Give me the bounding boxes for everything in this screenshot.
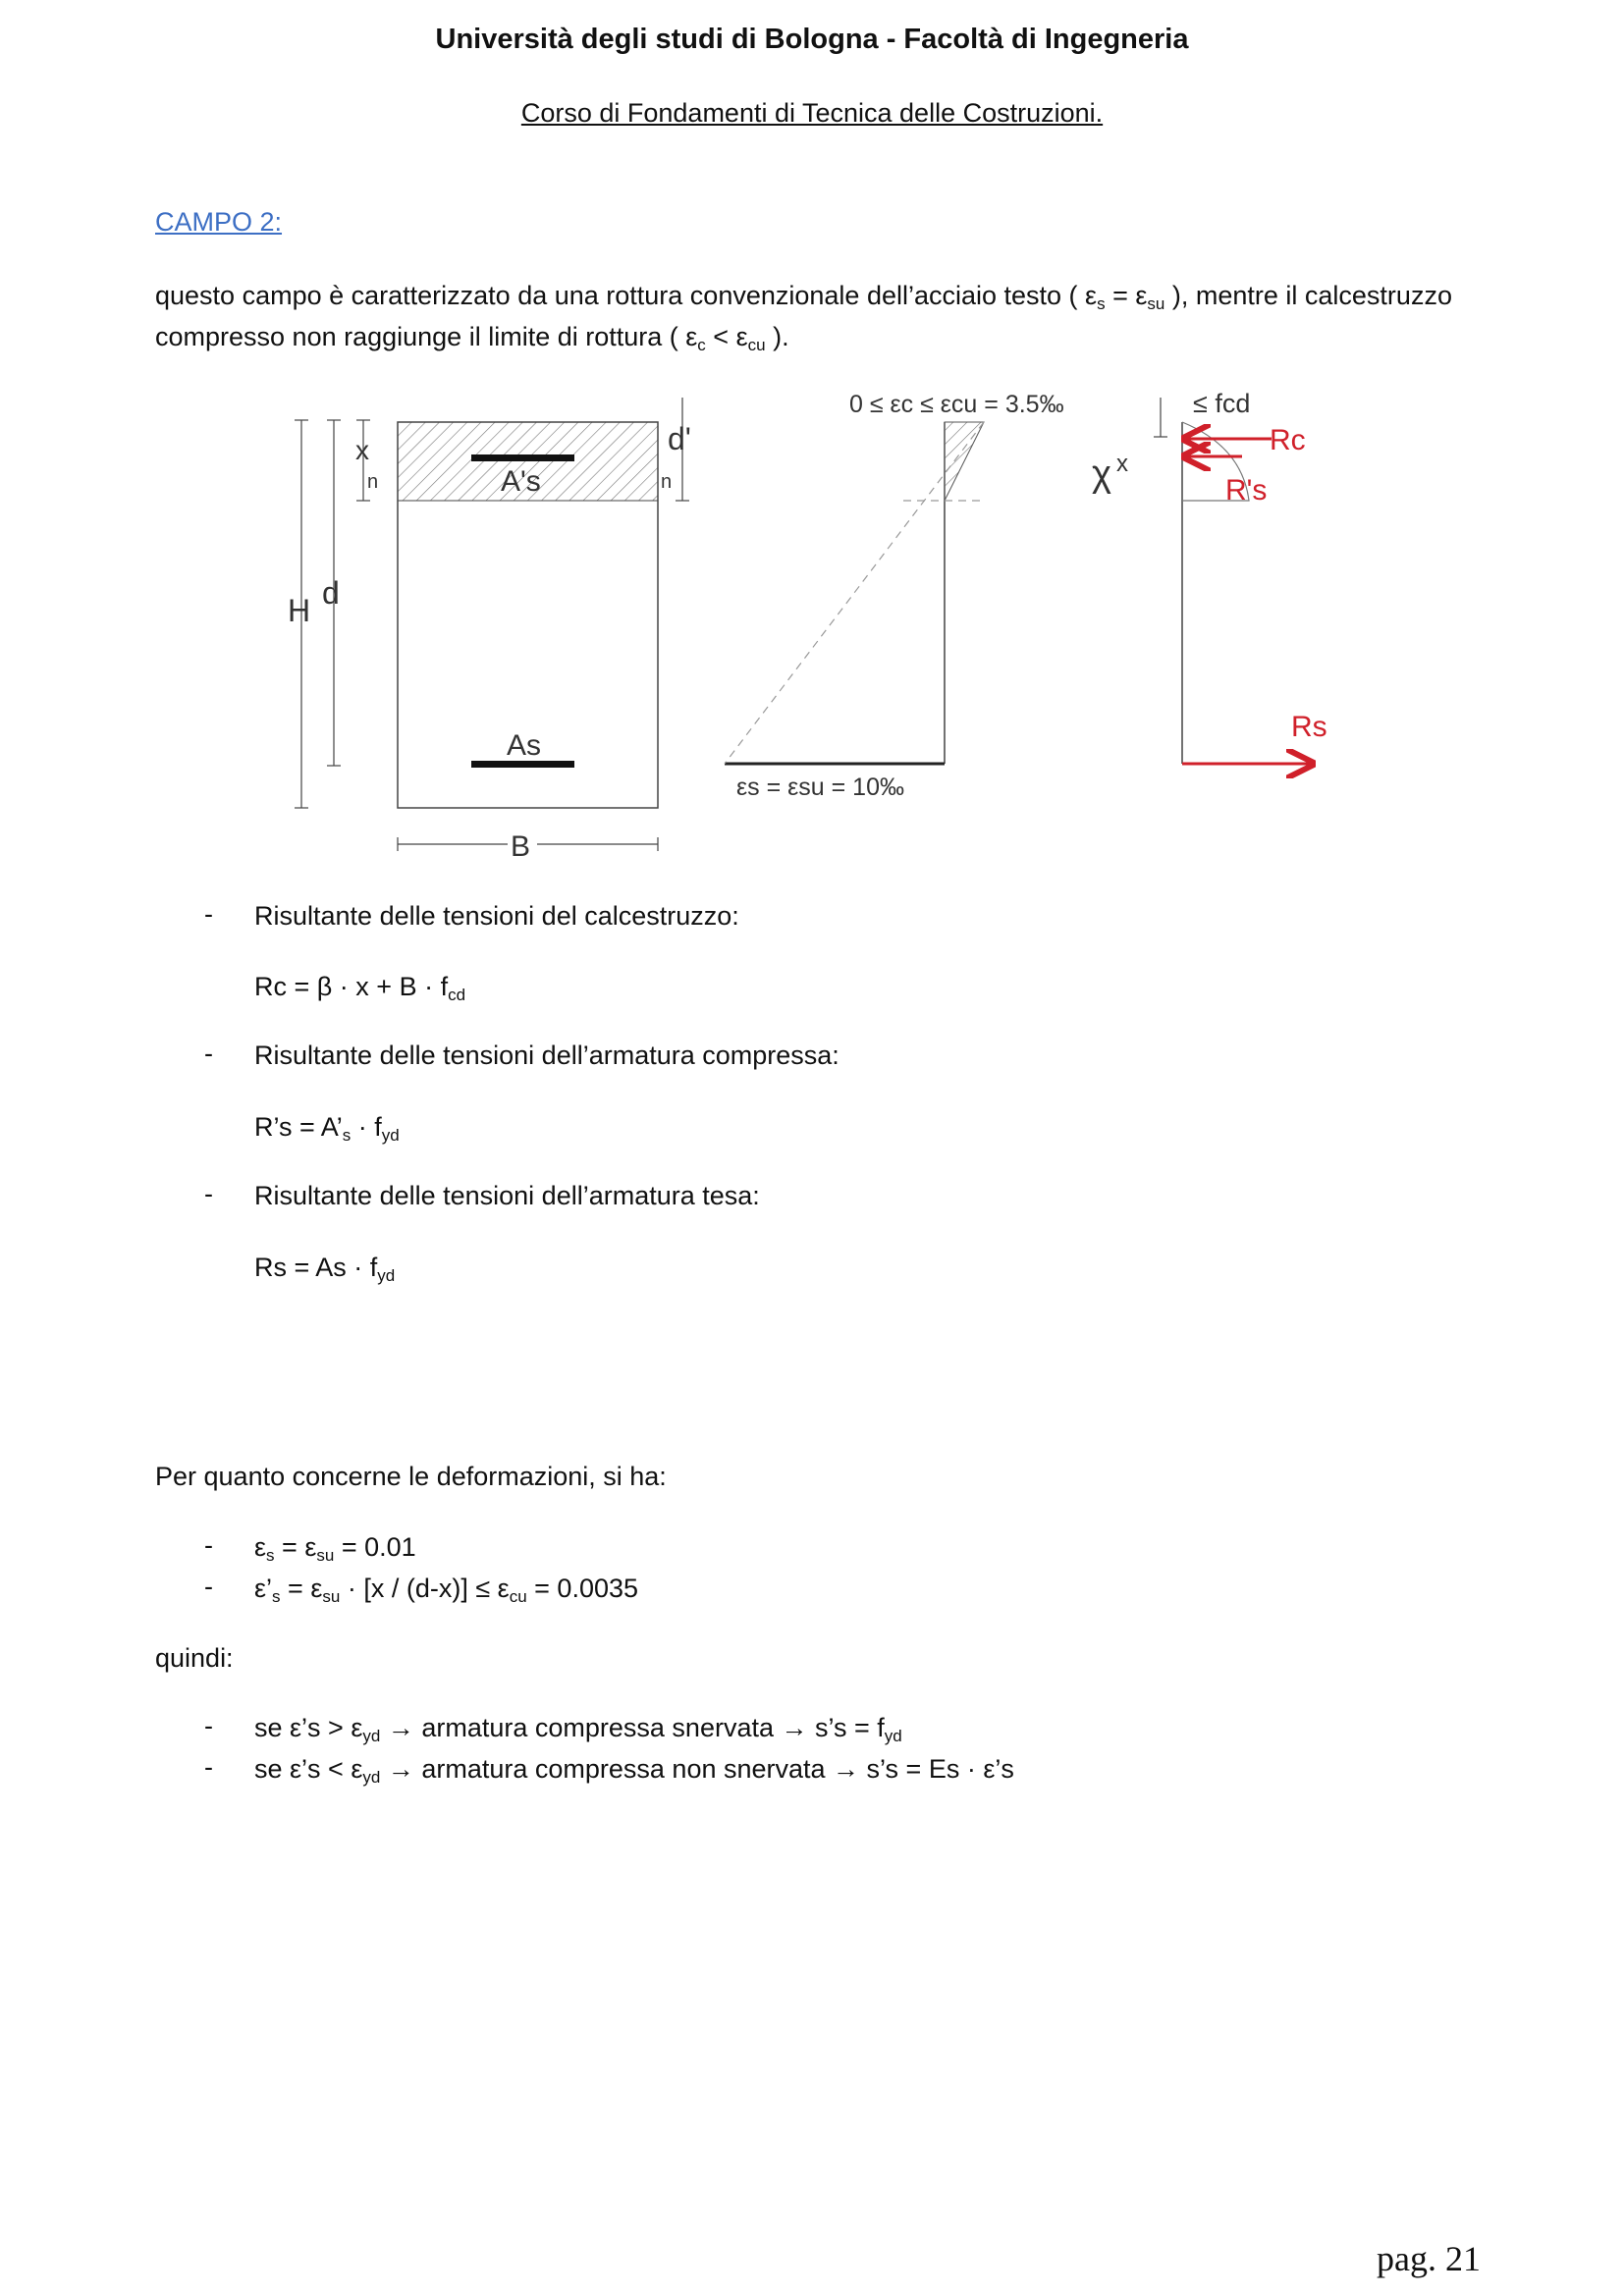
label-n2: n	[661, 471, 673, 493]
label-Rs-prime: R's	[1225, 474, 1268, 507]
bullet-dash: -	[204, 1179, 213, 1208]
formula-rc: $Rc = \beta \cdot x + B \cdot f_{cd}$	[254, 972, 466, 1004]
condition-yielded: se ε’s > $\varepsilon_{yd}$ → armatura compressa snervata → s’s = $f_{yd}$	[254, 1713, 902, 1745]
label-As: As	[507, 729, 542, 762]
bullet-dash: -	[204, 899, 213, 929]
list-item: Risultante delle tensioni dell’armatura tesa:	[254, 1181, 760, 1210]
section-title: CAMPO 2:	[155, 207, 283, 237]
section-strain-stress-diagram	[275, 378, 1355, 869]
label-x: x	[355, 435, 369, 465]
bottom-rebar	[471, 761, 574, 768]
strain-top-triangle	[945, 422, 984, 501]
condition-not-yielded: se ε’s < $\varepsilon_{yd}$ → armatura compressa non snervata → s’s = Es · ε’s	[254, 1754, 1014, 1787]
bullet-dash: -	[204, 1752, 213, 1782]
label-x2: x	[1116, 451, 1128, 477]
label-B: B	[511, 830, 531, 863]
label-Rs: Rs	[1291, 711, 1327, 743]
formula-rs-prime: R’s = $A’_s \cdot f_{yd}$	[254, 1112, 400, 1145]
intro-paragraph: questo campo è caratterizzato da una rottura convenzionale dell’acciaio testo ( $\varepsilon_s = \varepsilon_{su}$ ), mentre il calcestruzzo compresso non raggiunge il limite di rottura ( $\varepsilon_c < \varepsilon_{cu}$ ).	[155, 281, 1452, 354]
label-H: H	[288, 593, 311, 628]
deformation-es: $\varepsilon_s = \varepsilon_{su} = 0.01$	[254, 1532, 416, 1565]
top-rebar	[471, 454, 574, 461]
bullet-dash: -	[204, 1039, 213, 1068]
label-d-prime: d'	[668, 421, 691, 456]
deformation-es-prime: $\varepsilon’_s = \varepsilon_{su} \cdot [x / (d-x)] \le \varepsilon_{cu} = 0.0035$	[254, 1574, 639, 1606]
label-As-prime: A's	[501, 465, 541, 498]
label-d: d	[322, 575, 340, 611]
deformations-intro: Per quanto concerne le deformazioni, si ha:	[155, 1462, 667, 1491]
bullet-dash: -	[204, 1711, 213, 1740]
label-fcd: ≤ fcd	[1193, 389, 1251, 418]
course-title: Corso di Fondamenti di Tecnica delle Costruzioni.	[520, 98, 1104, 128]
bullet-dash: -	[204, 1530, 213, 1560]
label-Rc: Rc	[1270, 424, 1306, 456]
list-item: Risultante delle tensioni del calcestruzzo:	[254, 901, 739, 931]
label-strain-top: 0 ≤ εc ≤ εcu = 3.5‰	[849, 391, 1064, 418]
page-title: Università degli studi di Bologna - Facoltà di Ingegneria	[435, 24, 1189, 55]
label-chi: χ	[1092, 454, 1111, 495]
quindi-text: quindi:	[155, 1643, 234, 1673]
list-item: Risultante delle tensioni dell’armatura compressa:	[254, 1041, 839, 1070]
label-strain-bottom: εs = εsu = 10‰	[736, 774, 904, 801]
formula-rs: $Rs = As \cdot f_{yd}$	[254, 1253, 396, 1285]
label-n: n	[367, 471, 379, 493]
page-number: pag. 21	[1377, 2239, 1481, 2278]
bullet-dash: -	[204, 1572, 213, 1601]
